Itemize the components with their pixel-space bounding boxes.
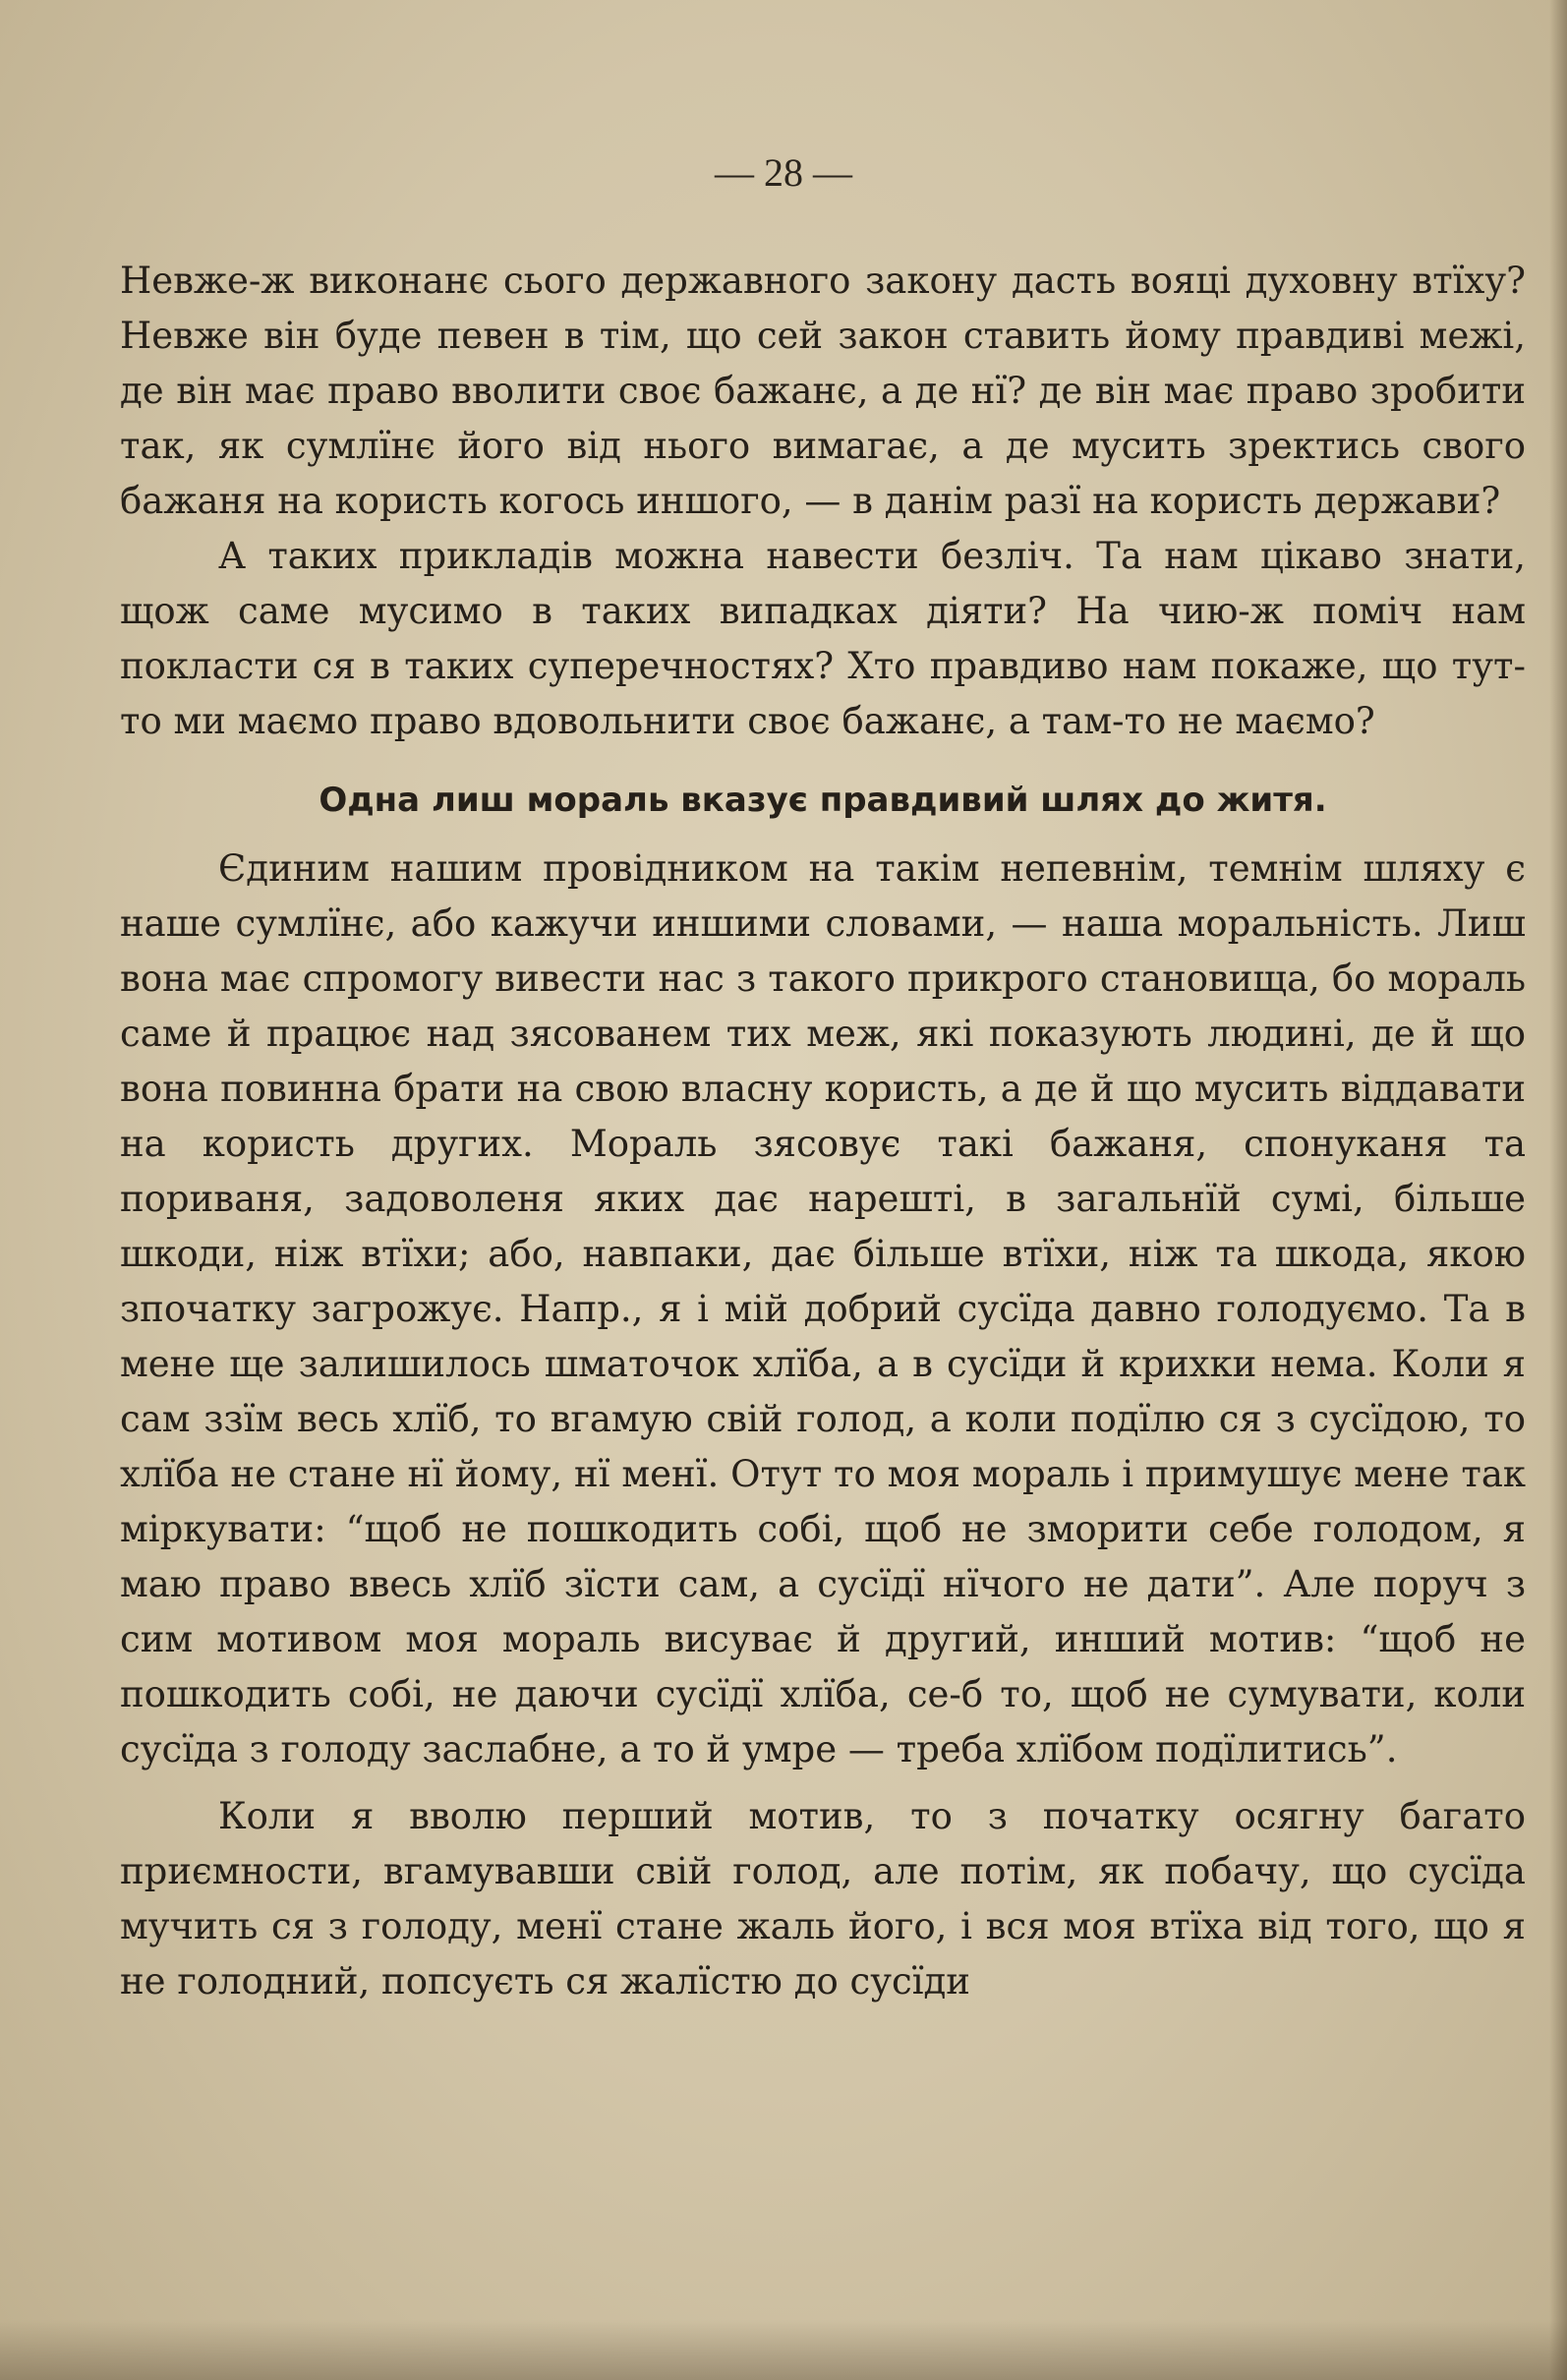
page-body [120, 254, 1526, 2009]
page-edge-shadow [1549, 0, 1567, 2380]
paragraph: Коли я вволю перший мотив, то з початку осягну багато приємности, вгамувавши свій голод, але потім, як побачу, що сусїда мучить ся з голоду, менї стане жаль його, і вся моя втїха від того, що я не голодний, попсуєть ся жалїстю до сусїди [120, 1795, 1526, 2003]
page-number: — 28 — [715, 150, 852, 195]
section-heading: Одна лиш мораль вказує правдивий шлях до житя. [319, 781, 1327, 820]
page-bottom-shadow [0, 2321, 1567, 2380]
paragraph: Єдиним нашим провідником на такім непевнім, темнім шляху є наше сумлїнє, або кажучи иншими словами, — наша моральність. Лиш вона має спромогу вивести нас з такого прикрого становища, бо мораль саме й працює над зясованем тих меж, які показують людині, де й що вона повинна брати на свою власну користь, а де й що мусить віддавати на користь других. Мораль зясовує такі бажаня, спонуканя та пориваня, задоволеня яких дає нарешті, в загальнїй сумі, більше шкоди, ніж втїхи; або, навпаки, дає більше втїхи, ніж та шкода, якою зпочатку загрожує. Напр., я і мій добрий сусїда давно голодуємо. Та в мене ще залишилось шматочок хлїба, а в сусїди й крихки нема. Коли я сам ззїм весь хлїб, то вгамую свій голод, а коли подїлю ся з сусїдою, то хлїба не стане нї йому, нї менї. Отут то моя мораль і примушує мене так міркувати: “щоб не пошкодить собі, щоб не зморити себе голодом, я маю право ввесь хлїб зїсти сам, а сусїдї нїчого не дати”. Але поруч з сим мотивом моя мораль висуває й другий, инший мотив: “щоб не пошкодить собі, не даючи сусїдї хлїба, се-б то, щоб не сумувати, коли сусїда з голоду заслабне, а то й умре — треба хлїбом подїлитись”. [120, 847, 1526, 1770]
paragraph: Невже-ж виконанє сього державного закону дасть вояці духовну втїху? Невже він буде певен в тім, що сей закон ставить йому правдиві межі, де він має право вволити своє бажанє, а де нї? де він має право зробити так, як сумлїнє його від нього вимагає, а де мусить зректись свого бажаня на користь когось иншого, — в данім разї на користь держави? [120, 260, 1526, 522]
paragraph: А таких прикладів можна навести безліч. Та нам цікаво знати, щож саме мусимо в таких випадках діяти? На чию-ж поміч нам покласти ся в таких суперечностях? Хто правдиво нам покаже, що тут-то ми маємо право вдовольнити своє бажанє, а там-то не маємо? [120, 535, 1526, 742]
